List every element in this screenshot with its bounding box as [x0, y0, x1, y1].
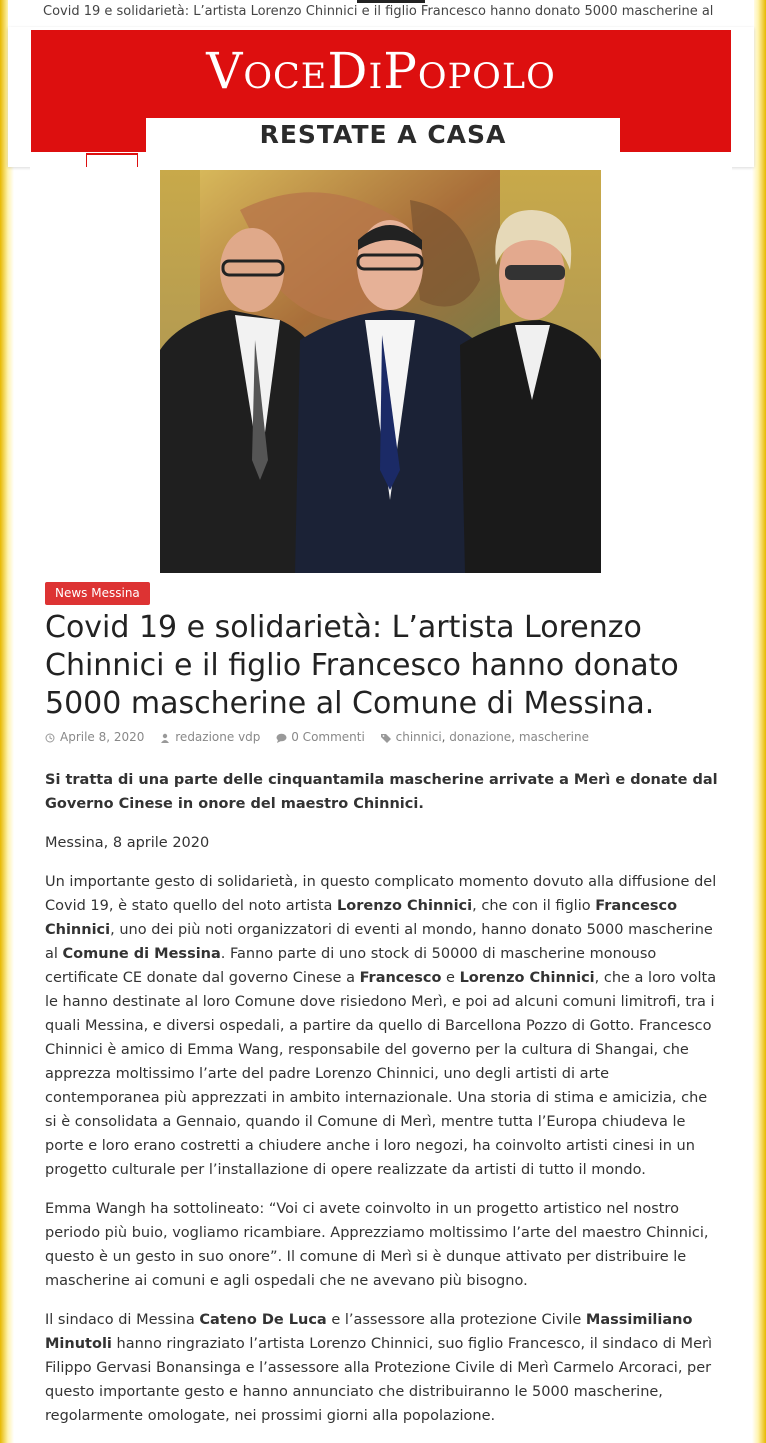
featured-image-drawing [160, 170, 601, 573]
bold-name: Comune di Messina [62, 946, 221, 962]
post-date-link[interactable]: Aprile 8, 2020 [60, 729, 145, 744]
tag-link[interactable]: mascherine [518, 729, 589, 744]
comments-link[interactable]: 0 Commenti [291, 729, 365, 744]
article-paragraph [45, 870, 721, 1182]
user-icon [160, 732, 170, 742]
text-run: hanno ringraziato l’artista Lorenzo Chinnici, suo figlio Francesco, il sindaco di Merì Filippo Gervasi Bonansinga e l’assessore alla Protezione Civile di Merì Carmelo Arcoraci, per questo importante gesto e hanno annunciato che distribuiranno le 5000 mascherine, regolarmente omologate, nei prossimi giorni alla popolazione. [45, 1336, 712, 1424]
category-badge[interactable]: News Messina [45, 582, 150, 605]
bold-name: Massimiliano Minutoli [45, 1312, 693, 1352]
logo-text: VoceDiPopolo [206, 42, 556, 100]
author-link[interactable]: redazione vdp [175, 729, 261, 744]
nav-home-indicator[interactable] [86, 153, 138, 167]
text-run: , uno dei più noti organizzatori di eventi al mondo, hanno donato 5000 mascherine al [45, 922, 713, 962]
comment-icon [276, 732, 286, 742]
news-ticker [8, 0, 754, 28]
text-run: . Fanno parte di uno stock di 50000 di mascherine monouso certificate CE donate dal governo Cinese a [45, 946, 657, 986]
ticker-marker [357, 0, 425, 3]
tag-link[interactable]: chinnici [395, 729, 442, 744]
article-paragraph [45, 1308, 721, 1428]
featured-image[interactable] [160, 170, 601, 573]
tag-link[interactable]: donazione [449, 729, 512, 744]
clock-icon [45, 732, 55, 742]
text-run: , che con il figlio [472, 898, 596, 914]
article-paragraph: Emma Wangh ha sottolineato: “Voi ci avete coinvolto in un progetto artistico nel nostro periodo più buio, vogliamo ricambiare. Apprezziamo moltissimo l’arte del maestro Chinnici, questo è un gesto in suo onore”. Il comune di Merì si è dunque attivato per distribuire le mascherine ai comuni e agli ospedali che ne avevano più bisogno. [45, 1201, 709, 1289]
article-meta: Aprile 8, 2020 redazione vdp 0 Commenti chinnici, donazione, mascherine [45, 729, 745, 744]
bold-name: Lorenzo Chinnici [459, 970, 595, 986]
ticker-headline-link[interactable]: Covid 19 e solidarietà: L’artista Lorenzo Chinnici e il figlio Francesco hanno donato 5000 mascherine al [43, 4, 714, 19]
article-dateline: Messina, 8 aprile 2020 [45, 835, 210, 851]
text-run: , che a loro volta le hanno destinate al loro Comune dove risiedono Merì, e poi ad alcuni comuni limitrofi, tra i quali Messina, e diversi ospedali, a partire da quello di Barcellona Pozzo di Gotto. Francesco Chinnici è amico di Emma Wang, responsabile del governo per la cultura di Shangai, che apprezza moltissimo l’arte del padre Lorenzo Chinnici, uno degli artisti di arte contemporanea più apprezzati in ambito internazionale. Una storia di stima e amicizia, che si è consolidata a Gennaio, quando il Comune di Merì, mentre tutta l’Europa chiudeva le porte e loro erano costretti a chiudere anche i loro negozi, ha coinvolto artisti cinesi in un progetto culturale per l’installazione di opere realizzate da artisti di tutto il mondo. [45, 970, 717, 1178]
text-run: e l’assessore alla protezione Civile [326, 1312, 586, 1328]
tags-icon [381, 732, 391, 742]
bold-name: Cateno De Luca [199, 1312, 327, 1328]
bold-name: Francesco Chinnici [45, 898, 678, 938]
tagline-banner [146, 118, 620, 152]
text-run: e [441, 970, 460, 986]
site-header [8, 27, 754, 167]
text-run: Il sindaco di Messina [45, 1312, 200, 1328]
bold-name: Francesco [359, 970, 442, 986]
article-body [45, 768, 721, 1443]
site-logo[interactable] [31, 30, 731, 152]
article-title: Covid 19 e solidarietà: L’artista Lorenzo Chinnici e il figlio Francesco hanno donato 5000 mascherine al Comune di Messina. [45, 610, 679, 721]
lead-text: Si tratta di una parte delle cinquantamila mascherine arrivate a Merì e donate dal Governo Cinese in onore del maestro Chinnici. [45, 772, 718, 812]
article-lead [45, 768, 721, 816]
bold-name: Lorenzo Chinnici [337, 898, 473, 914]
tagline-text: RESTATE A CASA [259, 120, 507, 149]
text-run: Un importante gesto di solidarietà, in questo complicato momento dovuto alla diffusione del Covid 19, è stato quello del noto artista [45, 874, 717, 914]
